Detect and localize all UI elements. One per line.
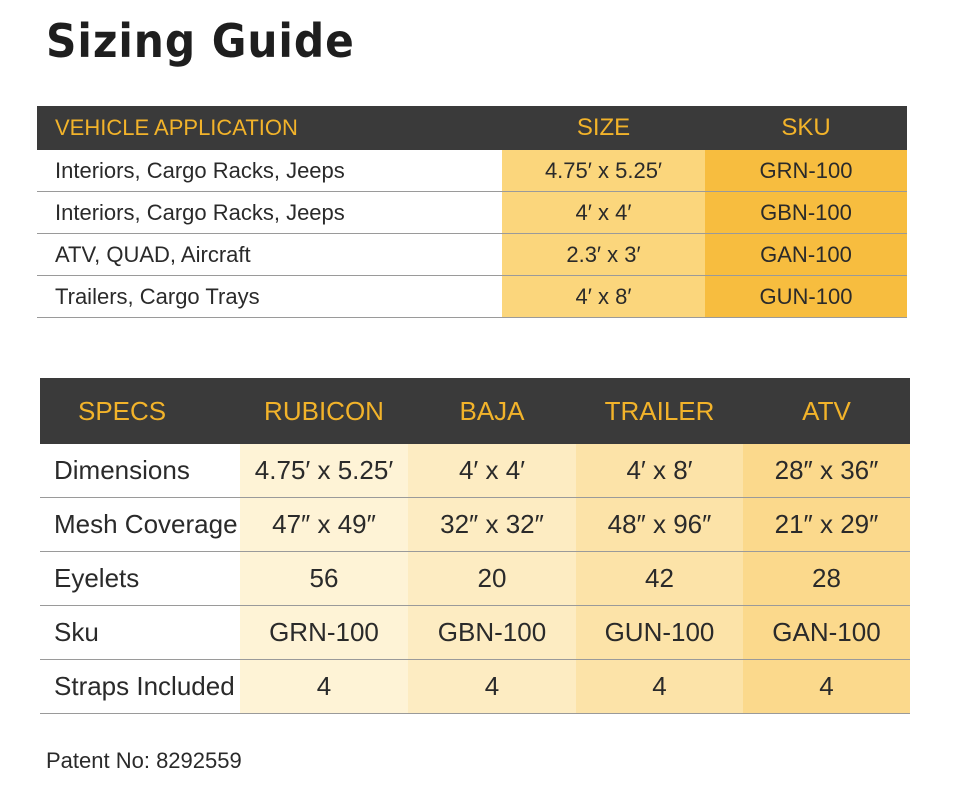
size-cell: 4′ x 8′ bbox=[502, 276, 705, 318]
sku-cell: GUN-100 bbox=[705, 276, 907, 318]
atv-cell: 28 bbox=[743, 552, 910, 606]
trailer-cell: 4′ x 8′ bbox=[576, 444, 743, 498]
table-row bbox=[37, 276, 907, 318]
atv-cell: GAN-100 bbox=[743, 606, 910, 660]
table-row bbox=[40, 498, 910, 552]
spec-label: Straps Included bbox=[40, 660, 240, 714]
header-atv: ATV bbox=[743, 378, 910, 444]
trailer-cell: 42 bbox=[576, 552, 743, 606]
baja-cell: 4′ x 4′ bbox=[408, 444, 576, 498]
table-header-row bbox=[40, 378, 910, 444]
rubicon-cell: 4.75′ x 5.25′ bbox=[240, 444, 408, 498]
sku-cell: GRN-100 bbox=[705, 150, 907, 192]
spec-label: Mesh Coverage bbox=[40, 498, 240, 552]
table-row bbox=[40, 444, 910, 498]
rubicon-cell: 56 bbox=[240, 552, 408, 606]
specs-table bbox=[40, 378, 910, 714]
size-cell: 4.75′ x 5.25′ bbox=[502, 150, 705, 192]
rubicon-cell: 4 bbox=[240, 660, 408, 714]
header-baja: BAJA bbox=[408, 378, 576, 444]
vehicle-application-cell: Interiors, Cargo Racks, Jeeps bbox=[37, 192, 502, 234]
vehicle-application-cell: Interiors, Cargo Racks, Jeeps bbox=[37, 150, 502, 192]
sku-cell: GBN-100 bbox=[705, 192, 907, 234]
table-row bbox=[37, 192, 907, 234]
rubicon-cell: 47″ x 49″ bbox=[240, 498, 408, 552]
table-row bbox=[40, 606, 910, 660]
patent-number: Patent No: 8292559 bbox=[46, 748, 242, 773]
sku-cell: GAN-100 bbox=[705, 234, 907, 276]
spec-label: Sku bbox=[40, 606, 240, 660]
trailer-cell: 48″ x 96″ bbox=[576, 498, 743, 552]
atv-cell: 21″ x 29″ bbox=[743, 498, 910, 552]
header-trailer: TRAILER bbox=[576, 378, 743, 444]
table-row bbox=[37, 150, 907, 192]
size-cell: 2.3′ x 3′ bbox=[502, 234, 705, 276]
table-row bbox=[37, 234, 907, 276]
header-size: SIZE bbox=[502, 106, 705, 150]
spec-label: Dimensions bbox=[40, 444, 240, 498]
size-cell: 4′ x 4′ bbox=[502, 192, 705, 234]
page-title: Sizing Guide bbox=[46, 14, 355, 68]
vehicle-application-table bbox=[37, 106, 907, 318]
atv-cell: 28″ x 36″ bbox=[743, 444, 910, 498]
header-specs: SPECS bbox=[40, 378, 240, 444]
table-header-row bbox=[37, 106, 907, 150]
table-row bbox=[40, 552, 910, 606]
baja-cell: 20 bbox=[408, 552, 576, 606]
baja-cell: 4 bbox=[408, 660, 576, 714]
vehicle-application-cell: Trailers, Cargo Trays bbox=[37, 276, 502, 318]
trailer-cell: GUN-100 bbox=[576, 606, 743, 660]
vehicle-application-cell: ATV, QUAD, Aircraft bbox=[37, 234, 502, 276]
header-vehicle-application: VEHICLE APPLICATION bbox=[37, 106, 502, 150]
header-sku: SKU bbox=[705, 106, 907, 150]
header-rubicon: RUBICON bbox=[240, 378, 408, 444]
table-row bbox=[40, 660, 910, 714]
baja-cell: GBN-100 bbox=[408, 606, 576, 660]
baja-cell: 32″ x 32″ bbox=[408, 498, 576, 552]
trailer-cell: 4 bbox=[576, 660, 743, 714]
rubicon-cell: GRN-100 bbox=[240, 606, 408, 660]
atv-cell: 4 bbox=[743, 660, 910, 714]
spec-label: Eyelets bbox=[40, 552, 240, 606]
